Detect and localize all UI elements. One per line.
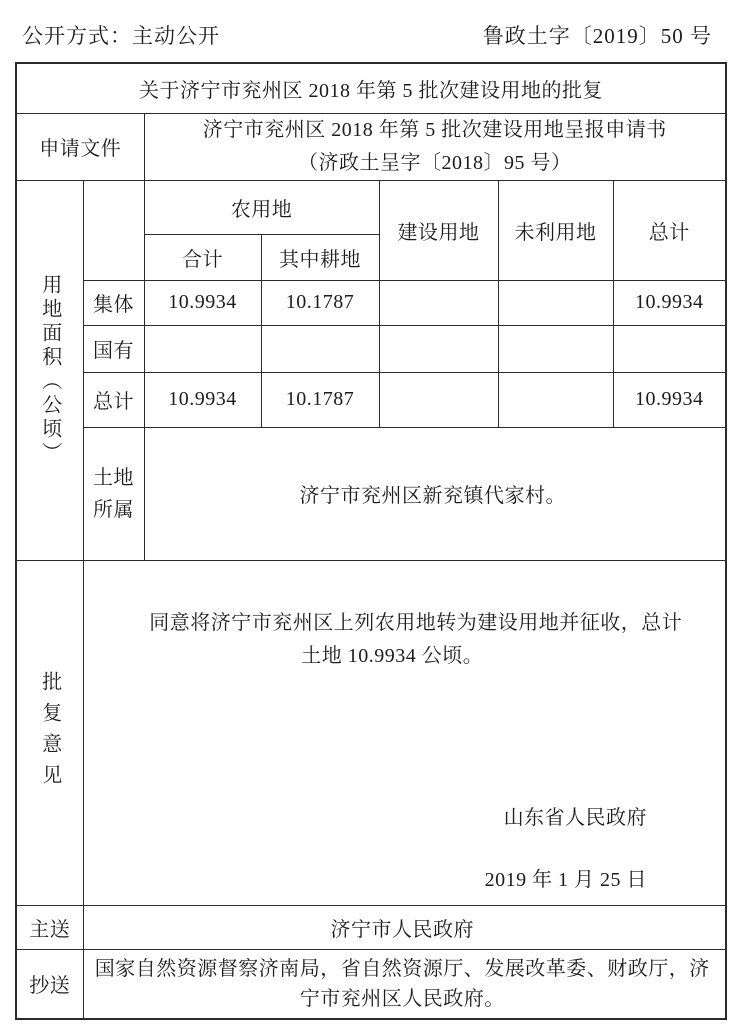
table-row-total bbox=[16, 372, 726, 427]
cell-state-agri-cultivated bbox=[261, 325, 379, 372]
cell-state-unused bbox=[498, 325, 613, 372]
document-title: 关于济宁市兖州区 2018 年第 5 批次建设用地的批复 bbox=[16, 63, 726, 113]
empty-corner-cell bbox=[83, 180, 144, 280]
signature-date: 2019 年 1 月 25 日 bbox=[484, 869, 648, 891]
cell-collective-agri-subtotal: 10.9934 bbox=[144, 280, 261, 325]
page-header bbox=[22, 20, 712, 50]
application-file-line1: 济宁市兖州区 2018 年第 5 批次建设用地呈报申请书 bbox=[202, 118, 667, 141]
application-file-value bbox=[144, 113, 726, 180]
header-agri-subtotal: 合计 bbox=[144, 234, 261, 280]
main-recipient-label: 主送 bbox=[16, 905, 83, 949]
header-construction: 建设用地 bbox=[379, 180, 498, 280]
cell-state-total bbox=[613, 325, 726, 372]
header-total: 总计 bbox=[613, 180, 726, 280]
cell-total-construction bbox=[379, 372, 498, 427]
application-file-line2: （济政土呈字〔2018〕95 号） bbox=[298, 151, 572, 174]
land-area-group-label: 用地面积（公顷） bbox=[16, 180, 83, 560]
disclosure-method-text: 公开方式：主动公开 bbox=[22, 24, 220, 48]
row-label-collective: 集体 bbox=[83, 280, 144, 325]
approval-document-table bbox=[15, 62, 727, 1020]
application-file-label: 申请文件 bbox=[16, 113, 144, 180]
signer-name: 山东省人民政府 bbox=[503, 807, 648, 829]
cell-total-total: 10.9934 bbox=[613, 372, 726, 427]
approval-opinion-content bbox=[83, 560, 726, 905]
document-number-text: 鲁政土字〔2019〕50 号 bbox=[482, 24, 712, 48]
cell-collective-agri-cultivated: 10.1787 bbox=[261, 280, 379, 325]
header-unused: 未利用地 bbox=[498, 180, 613, 280]
table-header-row-1 bbox=[16, 180, 726, 234]
cc-recipient-label: 抄送 bbox=[16, 949, 83, 1019]
approval-opinion-body: 同意将济宁市兖州区上列农用地转为建设用地并征收，总计土地 10.9934 公顷。 bbox=[149, 612, 683, 667]
row-label-total: 总计 bbox=[83, 372, 144, 427]
land-ownership-label: 土地所属 bbox=[83, 427, 144, 560]
land-ownership-row bbox=[16, 427, 726, 560]
header-agricultural: 农用地 bbox=[144, 180, 379, 234]
cell-state-agri-subtotal bbox=[144, 325, 261, 372]
application-file-row bbox=[16, 113, 726, 180]
table-row-state-owned bbox=[16, 325, 726, 372]
cell-collective-total: 10.9934 bbox=[613, 280, 726, 325]
header-agri-cultivated: 其中耕地 bbox=[261, 234, 379, 280]
cell-collective-unused bbox=[498, 280, 613, 325]
title-row bbox=[16, 63, 726, 113]
land-ownership-value: 济宁市兖州区新兖镇代家村。 bbox=[144, 427, 726, 560]
table-row-collective bbox=[16, 280, 726, 325]
cc-recipient-value: 国家自然资源督察济南局，省自然资源厅、发展改革委、财政厅，济宁市兖州区人民政府。 bbox=[83, 949, 726, 1019]
cell-total-agri-cultivated: 10.1787 bbox=[261, 372, 379, 427]
approval-opinion-label: 批复意见 bbox=[16, 560, 83, 905]
cell-state-construction bbox=[379, 325, 498, 372]
main-recipient-row bbox=[16, 905, 726, 949]
approval-opinion-row bbox=[16, 560, 726, 905]
cell-collective-construction bbox=[379, 280, 498, 325]
cell-total-unused bbox=[498, 372, 613, 427]
row-label-state-owned: 国有 bbox=[83, 325, 144, 372]
main-recipient-value: 济宁市人民政府 bbox=[83, 905, 726, 949]
cc-recipient-row bbox=[16, 949, 726, 1019]
cell-total-agri-subtotal: 10.9934 bbox=[144, 372, 261, 427]
